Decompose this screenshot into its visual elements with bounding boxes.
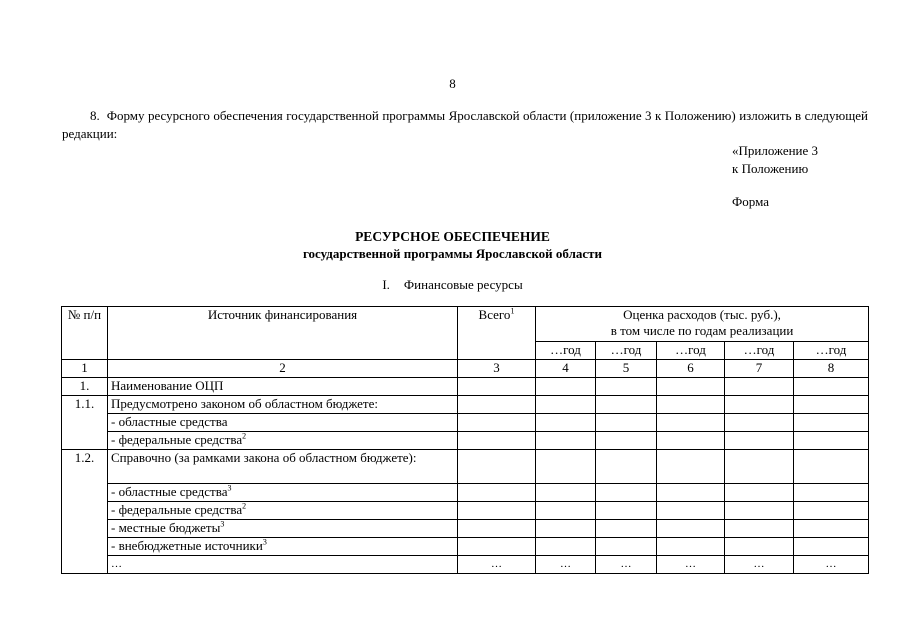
table-cell xyxy=(794,538,869,556)
footnote-2: 2 xyxy=(242,431,247,441)
table-cell xyxy=(458,432,536,450)
col-number: 3 xyxy=(458,360,536,378)
table-cell xyxy=(62,556,108,574)
table-cell xyxy=(725,414,794,432)
col-number: 7 xyxy=(725,360,794,378)
header-year: …год xyxy=(725,342,794,360)
header-year: …год xyxy=(536,342,596,360)
row-num xyxy=(62,414,108,432)
table-row xyxy=(62,502,869,520)
row-label: Предусмотрено законом об областном бюджете: xyxy=(108,396,458,414)
row-label: - федеральные средства xyxy=(111,502,243,517)
section-number: I. xyxy=(382,277,390,292)
table-cell xyxy=(536,396,596,414)
appendix-reference xyxy=(732,142,818,178)
form-label: Форма xyxy=(732,194,769,209)
row-label: Справочно (за рамками закона об областном бюджете): xyxy=(108,450,458,484)
table-cell xyxy=(657,432,725,450)
table-row xyxy=(62,432,869,450)
table-cell xyxy=(458,520,536,538)
header-year: …год xyxy=(657,342,725,360)
table-cell xyxy=(725,432,794,450)
row-label-cell xyxy=(108,538,458,556)
table-cell xyxy=(458,538,536,556)
table-cell xyxy=(458,396,536,414)
row-num: 1.1. xyxy=(62,396,108,414)
row-label: - местные бюджеты xyxy=(111,520,221,535)
table-cell xyxy=(725,520,794,538)
row-label-cell xyxy=(108,484,458,502)
table-row xyxy=(62,538,869,556)
table-cell xyxy=(657,538,725,556)
table-row xyxy=(62,378,869,396)
appendix-line-2: к Положению xyxy=(732,161,809,176)
table-cell xyxy=(596,502,657,520)
row-label: … xyxy=(108,556,458,574)
row-num xyxy=(62,502,108,520)
table-cell xyxy=(794,414,869,432)
table-cell xyxy=(458,450,536,484)
table-cell xyxy=(536,520,596,538)
header-source: Источник финансирования xyxy=(108,307,458,360)
table-cell xyxy=(794,520,869,538)
header-estimate xyxy=(536,307,869,342)
header-year: …год xyxy=(794,342,869,360)
table-cell xyxy=(596,414,657,432)
table-cell xyxy=(458,414,536,432)
table-cell xyxy=(596,484,657,502)
document-title: РЕСУРСНОЕ ОБЕСПЕЧЕНИЕ xyxy=(355,229,550,244)
table-cell xyxy=(794,450,869,484)
ellipsis-cell: … xyxy=(458,556,536,574)
table-cell xyxy=(596,432,657,450)
header-total-text: Всего xyxy=(478,307,511,322)
table-cell xyxy=(536,432,596,450)
table-cell xyxy=(657,396,725,414)
table-cell xyxy=(657,520,725,538)
table-cell xyxy=(596,396,657,414)
ellipsis-cell: … xyxy=(657,556,725,574)
header-num xyxy=(62,307,108,360)
table-cell xyxy=(794,378,869,396)
table-cell xyxy=(725,484,794,502)
header-year: …год xyxy=(596,342,657,360)
row-label: - внебюджетные источники xyxy=(111,538,263,553)
table-cell xyxy=(794,396,869,414)
header-total xyxy=(458,307,536,360)
table-row xyxy=(62,450,869,484)
document-subtitle: государственной программы Ярославской области xyxy=(302,246,603,261)
col-number: 6 xyxy=(657,360,725,378)
table-cell xyxy=(458,378,536,396)
table-cell xyxy=(794,484,869,502)
table-cell xyxy=(536,414,596,432)
table-cell xyxy=(458,502,536,520)
appendix-line-1: «Приложение 3 xyxy=(732,143,819,158)
table-cell xyxy=(657,450,725,484)
table-cell xyxy=(725,378,794,396)
table-cell xyxy=(657,378,725,396)
row-num xyxy=(62,520,108,538)
col-number: 2 xyxy=(108,360,458,378)
footnote-2: 2 xyxy=(242,501,247,511)
table-row xyxy=(62,396,869,414)
ellipsis-cell: … xyxy=(536,556,596,574)
footnote-1: 1 xyxy=(510,306,515,316)
footnote-3: 3 xyxy=(220,519,225,529)
ellipsis-cell: … xyxy=(725,556,794,574)
table-cell xyxy=(657,484,725,502)
ellipsis-cell: … xyxy=(596,556,657,574)
row-label: - федеральные средства xyxy=(111,432,243,447)
row-num xyxy=(62,484,108,502)
table-cell xyxy=(536,538,596,556)
row-num xyxy=(62,538,108,556)
table-cell xyxy=(794,432,869,450)
paragraph-number: 8. xyxy=(90,108,100,123)
row-label: - областные средства xyxy=(108,414,458,432)
table-cell xyxy=(536,450,596,484)
table-cell xyxy=(596,450,657,484)
header-num-text: № п/п xyxy=(67,307,102,322)
paragraph-text: Форму ресурсного обеспечения государственной программы Ярославской области (приложение 3 к Положению) изложить в следующей редакции: xyxy=(62,108,868,141)
col-number: 4 xyxy=(536,360,596,378)
row-label-cell xyxy=(108,520,458,538)
ellipsis-cell: … xyxy=(794,556,869,574)
col-number: 8 xyxy=(794,360,869,378)
header-estimate-line-1: Оценка расходов (тыс. руб.), xyxy=(623,307,781,322)
table-cell xyxy=(725,450,794,484)
page-number: 8 xyxy=(449,76,456,91)
row-num xyxy=(62,432,108,450)
table-cell xyxy=(596,378,657,396)
table-cell xyxy=(536,378,596,396)
row-label: Наименование ОЦП xyxy=(108,378,458,396)
table-cell xyxy=(536,502,596,520)
table-row xyxy=(62,520,869,538)
table-cell xyxy=(725,538,794,556)
table-cell xyxy=(794,502,869,520)
table-cell xyxy=(596,538,657,556)
table-row-ellipsis xyxy=(62,556,869,574)
table-row xyxy=(62,484,869,502)
column-number-row xyxy=(62,360,869,378)
table-row xyxy=(62,414,869,432)
section-label: Финансовые ресурсы xyxy=(403,277,523,292)
footnote-3: 3 xyxy=(227,483,232,493)
table-cell xyxy=(458,484,536,502)
col-number: 5 xyxy=(596,360,657,378)
row-label-cell xyxy=(108,432,458,450)
row-num: 1. xyxy=(62,378,108,396)
row-label: - областные средства xyxy=(111,484,228,499)
table-cell xyxy=(596,520,657,538)
section-heading xyxy=(0,277,905,293)
table-cell xyxy=(657,414,725,432)
table-cell xyxy=(725,396,794,414)
header-estimate-line-2: в том числе по годам реализации xyxy=(610,323,794,338)
footnote-3: 3 xyxy=(262,537,267,547)
table-cell xyxy=(657,502,725,520)
financial-resources-table xyxy=(61,306,869,574)
col-number: 1 xyxy=(62,360,108,378)
table-cell xyxy=(725,502,794,520)
table-cell xyxy=(536,484,596,502)
row-num: 1.2. xyxy=(62,450,108,484)
row-label-cell xyxy=(108,502,458,520)
paragraph-8 xyxy=(62,107,868,143)
